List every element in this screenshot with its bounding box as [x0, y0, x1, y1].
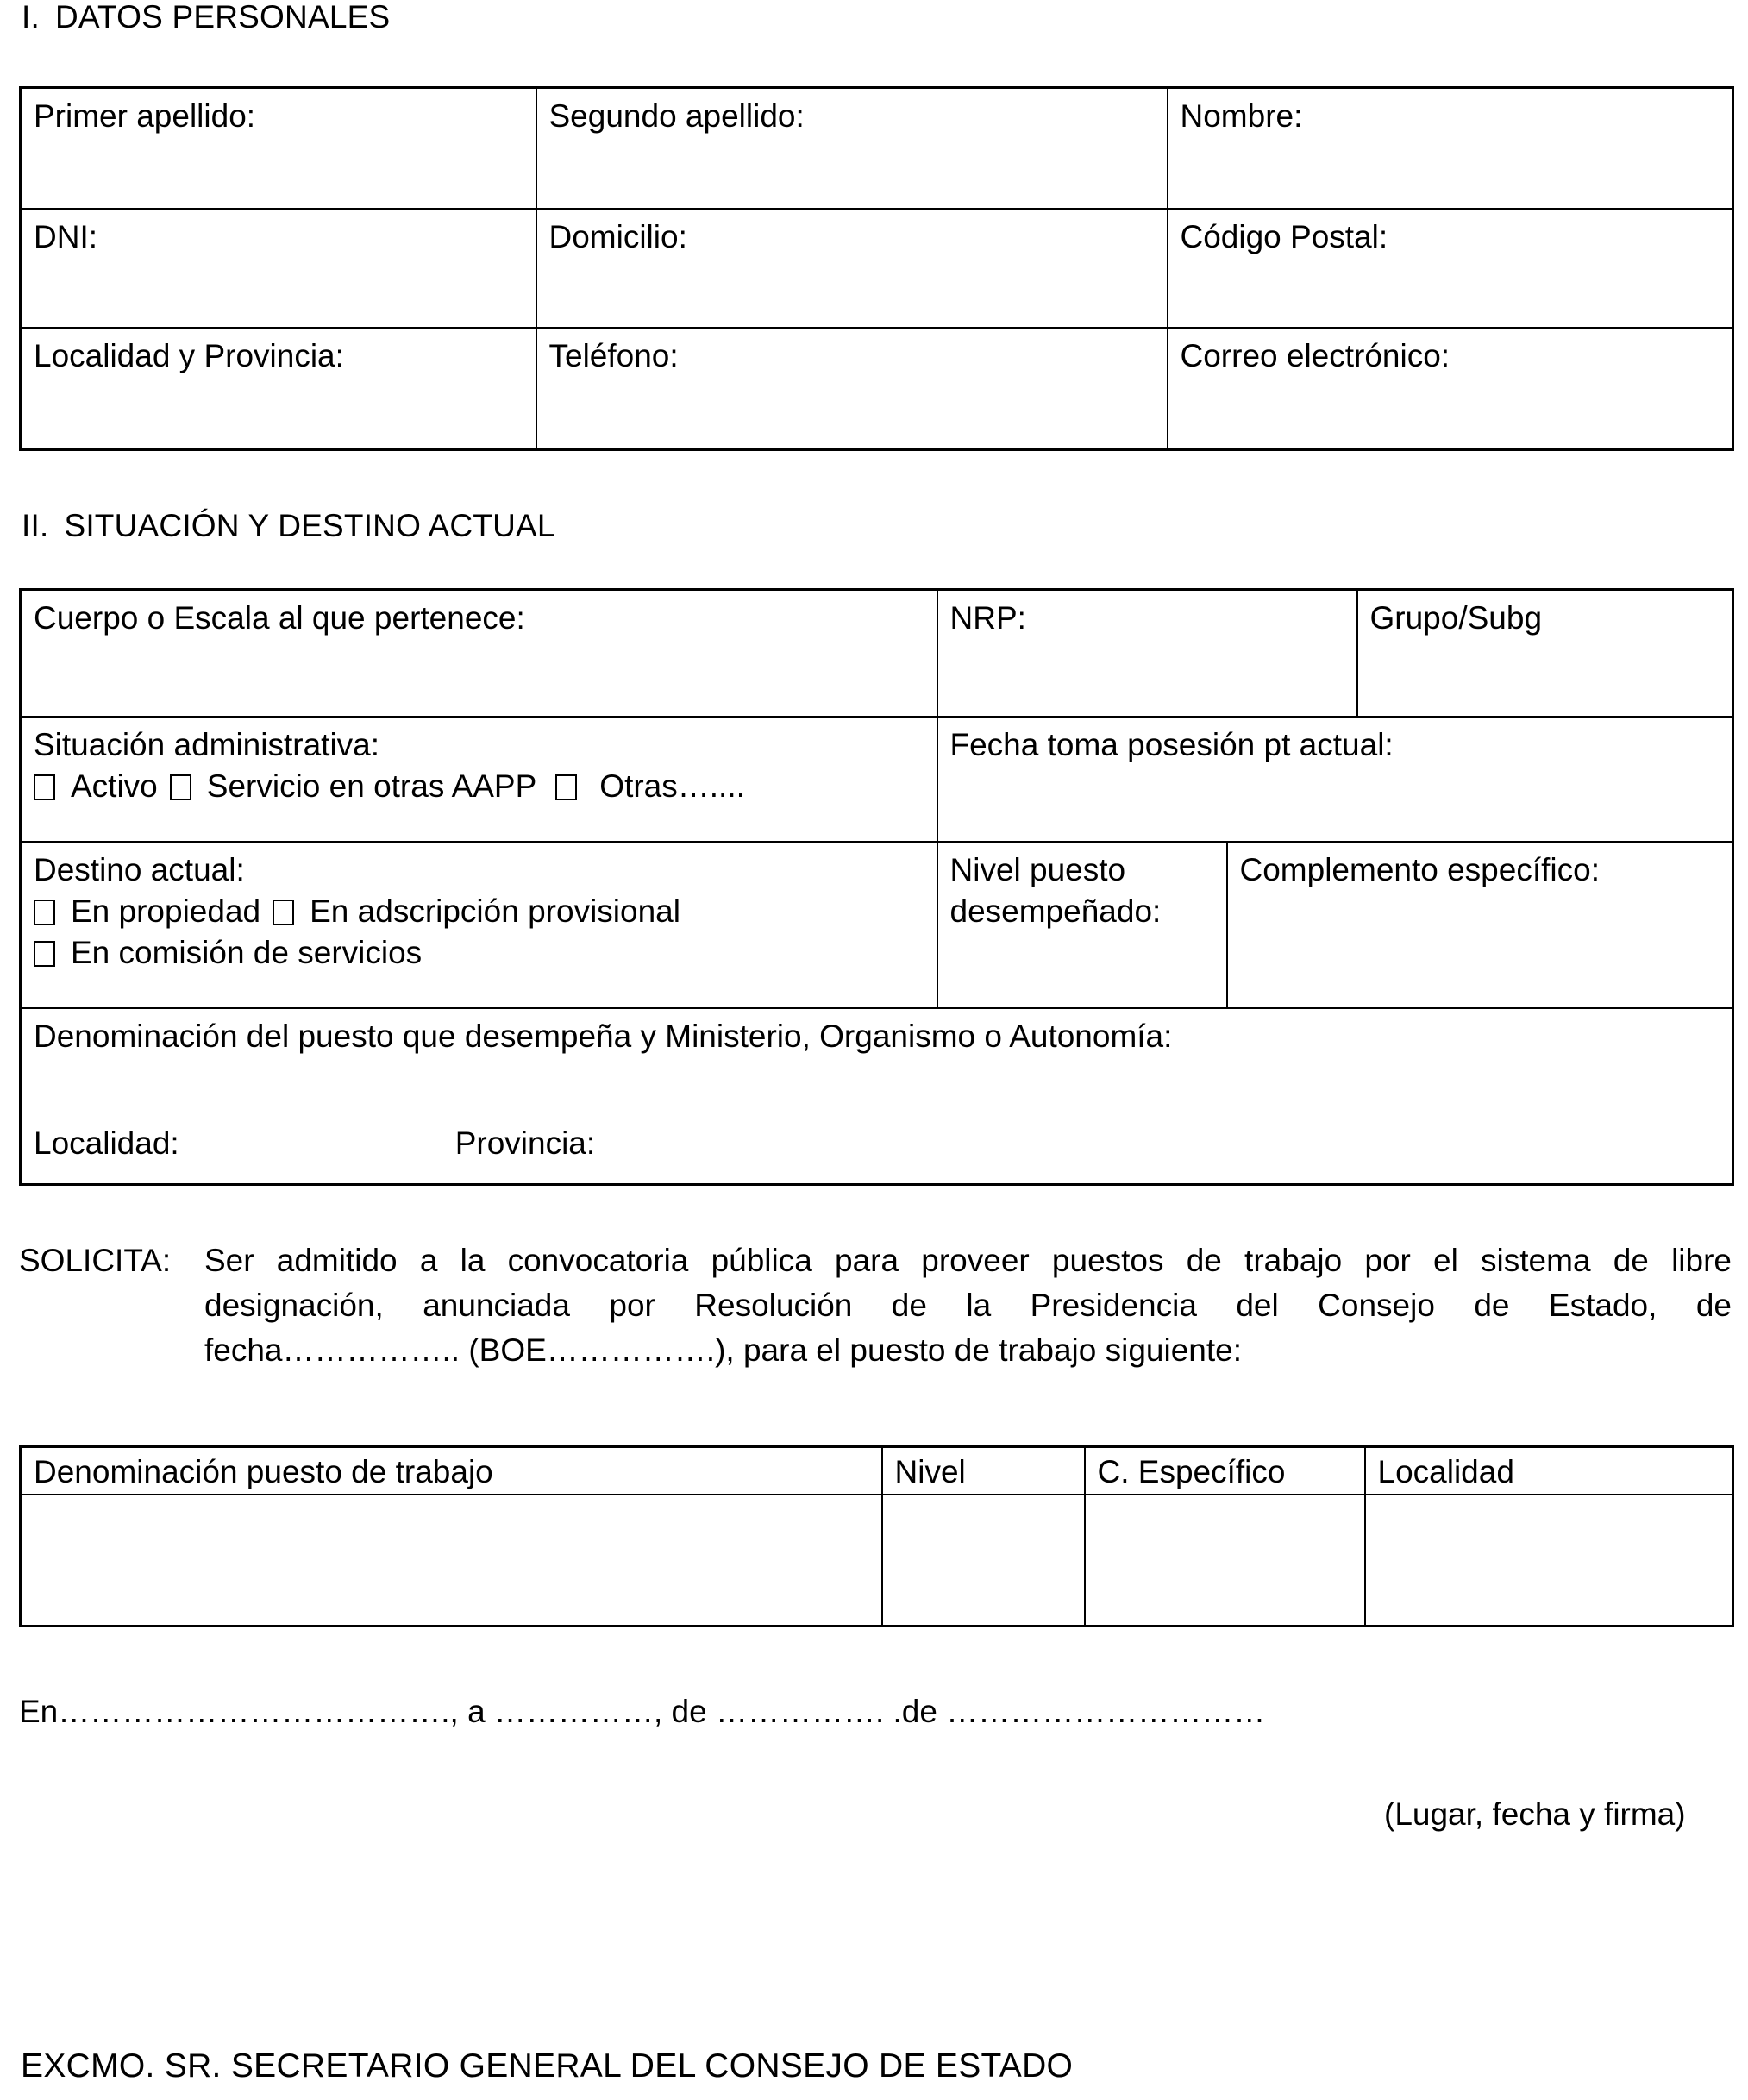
- column-header-label: C. Específico: [1097, 1454, 1286, 1489]
- table-row: [21, 209, 1733, 328]
- solicita-body: [204, 1238, 1732, 1373]
- field-label: Domicilio:: [548, 218, 687, 254]
- field-nombre[interactable]: [1168, 88, 1733, 209]
- field-label: desempeñado:: [949, 893, 1162, 929]
- field-label: Correo electrónico:: [1180, 337, 1450, 373]
- field-situacion-administrativa[interactable]: [21, 717, 937, 842]
- field-dni[interactable]: [21, 209, 536, 328]
- field-destino-actual[interactable]: [21, 842, 937, 1008]
- option-label: En propiedad: [71, 893, 261, 929]
- solicita-label: SOLICITA:: [19, 1243, 172, 1278]
- checkbox-icon[interactable]: [34, 941, 55, 967]
- table-row: [21, 842, 1733, 1008]
- column-header-denominacion: [21, 1447, 882, 1495]
- option-label: Servicio en otras AAPP: [206, 768, 537, 804]
- checkbox-icon[interactable]: [34, 774, 55, 800]
- field-label: Nivel puesto: [949, 851, 1126, 887]
- situation-table: [19, 588, 1734, 1186]
- field-label: Segundo apellido:: [548, 98, 805, 134]
- cell-denominacion[interactable]: [21, 1495, 882, 1627]
- addressee-line: EXCMO. SR. SECRETARIO GENERAL DEL CONSEJO DE ESTADO: [21, 2047, 1074, 2084]
- destino-options-line-1: [34, 891, 937, 932]
- field-label: Código Postal:: [1180, 218, 1388, 254]
- checkbox-icon[interactable]: [170, 774, 191, 800]
- field-segundo-apellido[interactable]: [536, 88, 1168, 209]
- destino-options-line-2: [34, 932, 937, 974]
- solicita-paragraph: [19, 1238, 1732, 1373]
- section-heading-datos-personales: [22, 0, 390, 36]
- table-row: [21, 1008, 1733, 1185]
- option-label: Activo: [71, 768, 158, 804]
- field-label: Primer apellido:: [34, 98, 256, 134]
- field-grupo-subgrupo[interactable]: [1357, 590, 1733, 717]
- cell-nivel[interactable]: [882, 1495, 1085, 1627]
- field-complemento-especifico[interactable]: [1227, 842, 1733, 1008]
- cell-complemento-especifico[interactable]: [1085, 1495, 1365, 1627]
- table-row: [21, 590, 1733, 717]
- column-header-label: Nivel: [894, 1454, 966, 1489]
- field-denominacion-puesto-ministerio[interactable]: [21, 1008, 1733, 1185]
- solicita-line-3: fecha…………….. (BOE…………….), para el puesto de trabajo siguiente:: [204, 1332, 1242, 1368]
- column-header-label: Denominación puesto de trabajo: [34, 1454, 493, 1489]
- checkbox-icon[interactable]: [34, 900, 55, 925]
- solicita-line-2: designación, anunciada por Resolución de la Presidencia del Consejo de Estado, de: [204, 1288, 1732, 1323]
- field-fecha-toma-posesion[interactable]: [937, 717, 1733, 842]
- field-localidad-provincia[interactable]: [21, 328, 536, 450]
- field-label: DNI:: [34, 218, 97, 254]
- localidad-provincia-row: [34, 1123, 1732, 1164]
- field-domicilio[interactable]: [536, 209, 1168, 328]
- field-label: Localidad y Provincia:: [34, 337, 344, 373]
- column-header-localidad: [1365, 1447, 1733, 1495]
- requested-post-table: [19, 1445, 1734, 1627]
- field-label: Fecha toma posesión pt actual:: [949, 726, 1394, 762]
- field-cuerpo-escala[interactable]: [21, 590, 937, 717]
- field-label: Nombre:: [1180, 98, 1303, 134]
- column-header-label: Localidad: [1377, 1454, 1514, 1489]
- table-row: [21, 328, 1733, 450]
- checkbox-icon[interactable]: [555, 774, 577, 800]
- solicita-line-1: Ser admitido a la convocatoria pública para proveer puestos de trabajo por el sistema de libre: [204, 1243, 1732, 1278]
- field-label: Destino actual:: [34, 851, 245, 887]
- place-date-line[interactable]: En………………………………., a ……………, de ……………. .de …………………………: [19, 1694, 1266, 1729]
- field-label: Situación administrativa:: [34, 726, 380, 762]
- section-title: SITUACIÓN Y DESTINO ACTUAL: [64, 508, 555, 543]
- field-label: Cuerpo o Escala al que pertenece:: [34, 600, 525, 636]
- section-title: DATOS PERSONALES: [54, 0, 391, 34]
- checkbox-icon[interactable]: [273, 900, 294, 925]
- field-label: Teléfono:: [548, 337, 679, 373]
- field-telefono[interactable]: [536, 328, 1168, 450]
- table-row: [21, 88, 1733, 209]
- field-primer-apellido[interactable]: [21, 88, 536, 209]
- field-correo-electronico[interactable]: [1168, 328, 1733, 450]
- field-label: Denominación del puesto que desempeña y Ministerio, Organismo o Autonomía:: [34, 1018, 1173, 1054]
- section-numeral: I.: [22, 0, 40, 34]
- option-label: En comisión de servicios: [71, 934, 423, 970]
- field-label: Grupo/Subg: [1369, 600, 1543, 636]
- signature-note: (Lugar, fecha y firma): [1384, 1796, 1686, 1832]
- situacion-options: [34, 766, 937, 807]
- column-header-complemento-especifico: [1085, 1447, 1365, 1495]
- field-codigo-postal[interactable]: [1168, 209, 1733, 328]
- field-nrp[interactable]: [937, 590, 1357, 717]
- column-header-nivel: [882, 1447, 1085, 1495]
- section-heading-situacion-destino: [22, 507, 555, 545]
- option-label: Otras…....: [599, 768, 745, 804]
- option-label: En adscripción provisional: [310, 893, 680, 929]
- cell-localidad[interactable]: [1365, 1495, 1733, 1627]
- field-label: Complemento específico:: [1239, 851, 1600, 887]
- table-row: [21, 717, 1733, 842]
- personal-data-table: [19, 86, 1734, 451]
- field-label-localidad: Localidad:: [34, 1125, 179, 1161]
- table-header-row: [21, 1447, 1733, 1495]
- table-row: [21, 1495, 1733, 1627]
- field-nivel-puesto-desempenado[interactable]: [937, 842, 1227, 1008]
- field-label-provincia: Provincia:: [454, 1125, 596, 1161]
- field-label: NRP:: [949, 600, 1026, 636]
- section-numeral: II.: [22, 508, 49, 543]
